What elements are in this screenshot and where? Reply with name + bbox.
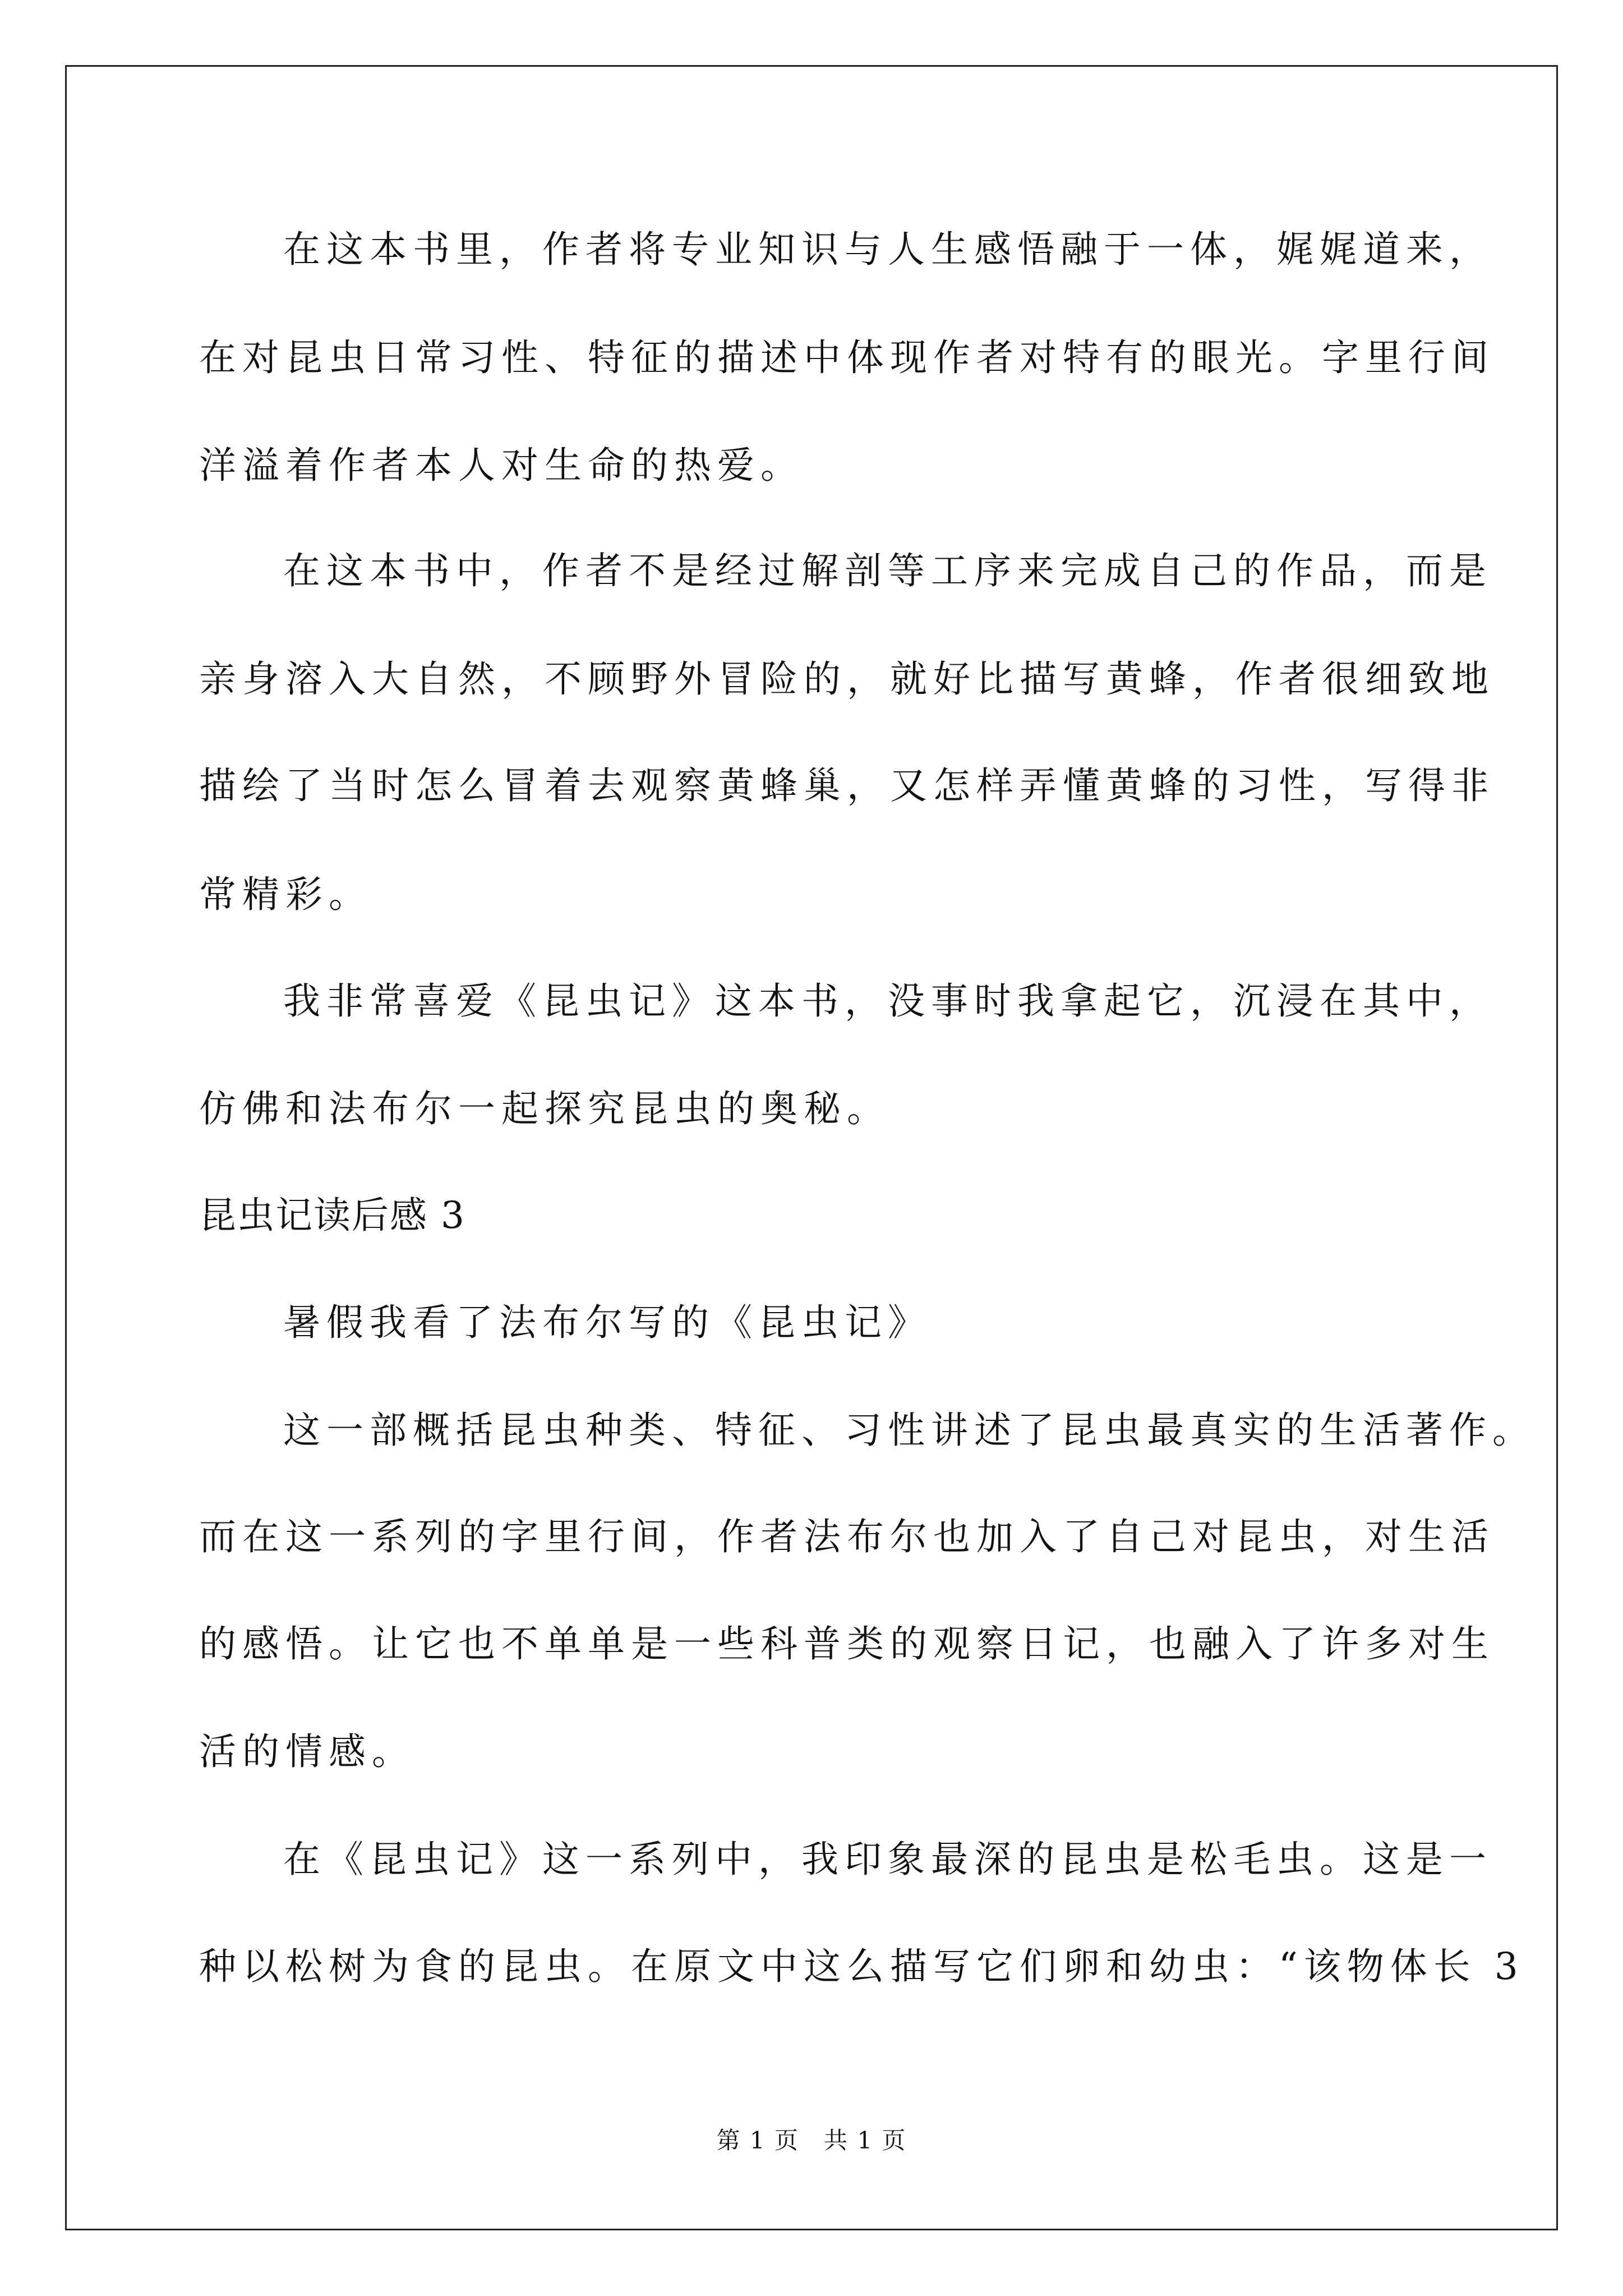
text-line: 这一部概括昆虫种类、特征、习性讲述了昆虫最真实的生活著作。 bbox=[283, 1409, 1536, 1452]
text-line: 在这本书中，作者不是经过解剖等工序来完成自己的作品，而是 bbox=[283, 549, 1492, 592]
text-line: 在《昆虫记》这一系列中，我印象最深的昆虫是松毛虫。这是一 bbox=[283, 1838, 1492, 1881]
text-line: 种以松树为食的昆虫。在原文中这么描写它们卵和幼虫：“该物体长 3 bbox=[199, 1945, 1524, 1988]
page-border bbox=[65, 65, 1558, 2230]
text-line: 活的情感。 bbox=[199, 1730, 415, 1773]
text-line: 我非常喜爱《昆虫记》这本书，没事时我拿起它，沉浸在其中， bbox=[283, 979, 1492, 1023]
text-line: 而在这一系列的字里行间，作者法布尔也加入了自己对昆虫，对生活 bbox=[199, 1515, 1495, 1558]
text-line: 暑假我看了法布尔写的《昆虫记》 bbox=[283, 1301, 931, 1344]
text-line: 在这本书里，作者将专业知识与人生感悟融于一体，娓娓道来， bbox=[283, 228, 1492, 271]
page-footer: 第 1 页 共 1 页 bbox=[716, 2127, 907, 2154]
text-line: 仿佛和法布尔一起探究昆虫的奥秘。 bbox=[199, 1087, 890, 1130]
section-heading: 昆虫记读后感 3 bbox=[199, 1194, 465, 1237]
text-line: 的感悟。让它也不单单是一些科普类的观察日记，也融入了许多对生 bbox=[199, 1622, 1495, 1665]
text-line: 常精彩。 bbox=[199, 873, 372, 916]
text-line: 亲身溶入大自然，不顾野外冒险的，就好比描写黄蜂，作者很细致地 bbox=[199, 657, 1495, 701]
text-line: 洋溢着作者本人对生命的热爱。 bbox=[199, 444, 804, 487]
text-line: 在对昆虫日常习性、特征的描述中体现作者对特有的眼光。字里行间 bbox=[199, 336, 1495, 379]
text-line: 描绘了当时怎么冒着去观察黄蜂巢，又怎样弄懂黄蜂的习性，写得非 bbox=[199, 764, 1495, 807]
